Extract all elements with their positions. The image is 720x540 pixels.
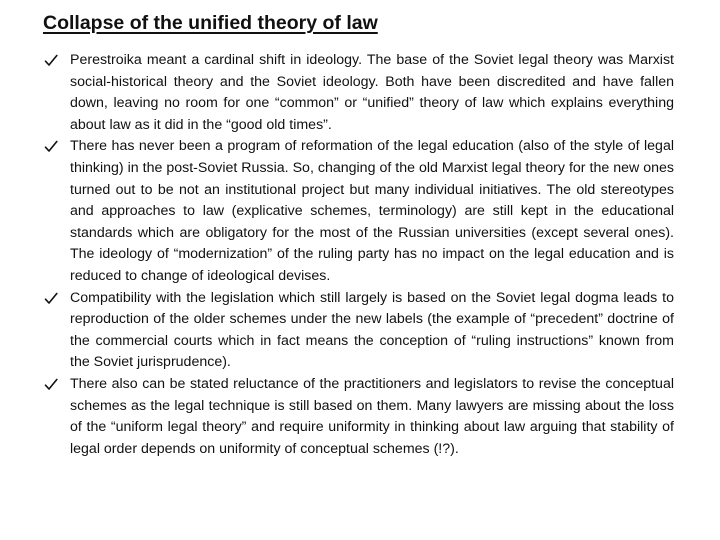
bullet-item bbox=[44, 136, 674, 287]
bullet-text: There has never been a program of reformation of the legal education (also of the style of legal thinking) in the post-Soviet Russia. So, changing of the old Marxist legal theory for the new ones turned out to be not an institutional project but many individual initiatives. The old stereotypes and approaches to law (explicative schemes, terminology) are still kept in the educational standards which are obligatory for the most of the Russian universities (except several ones). The ideology of “modernization” of the ruling party has no impact on the legal education and is reduced to change of ideological devises. bbox=[70, 138, 674, 284]
bullet-list bbox=[44, 50, 674, 460]
bullet-text: There also can be stated reluctance of the practitioners and legislators to revise the conceptual schemes as the legal technique is still based on them. Many lawyers are missing about the loss of the “uniform legal theory” and require uniformity in thinking about law arguing that stability of legal order depends on uniformity of conceptual schemes (!?). bbox=[70, 375, 674, 457]
bullet-text: Compatibility with the legislation which still largely is based on the Soviet legal dogma leads to reproduction of the older schemes under the new labels (the example of “precedent” doctrine of the commercial courts which in fact means the conception of “ruling instructions” known from the Soviet jurisprudence). bbox=[70, 289, 674, 371]
checkmark-icon bbox=[44, 292, 58, 305]
checkmark-icon bbox=[44, 140, 58, 153]
checkmark-icon bbox=[44, 378, 58, 391]
slide-title: Collapse of the unified theory of law bbox=[43, 12, 378, 34]
bullet-item bbox=[44, 374, 674, 460]
checkmark-icon bbox=[44, 54, 58, 67]
bullet-text: Perestroika meant a cardinal shift in ideology. The base of the Soviet legal theory was Marxist social-historical theory and the Soviet ideology. Both have been discredited and have fallen down, leaving no room for one “common” or “unified” theory of law which explains everything about law as it did in the “good old times”. bbox=[70, 52, 674, 133]
bullet-item bbox=[44, 288, 674, 374]
bullet-item bbox=[44, 50, 674, 136]
